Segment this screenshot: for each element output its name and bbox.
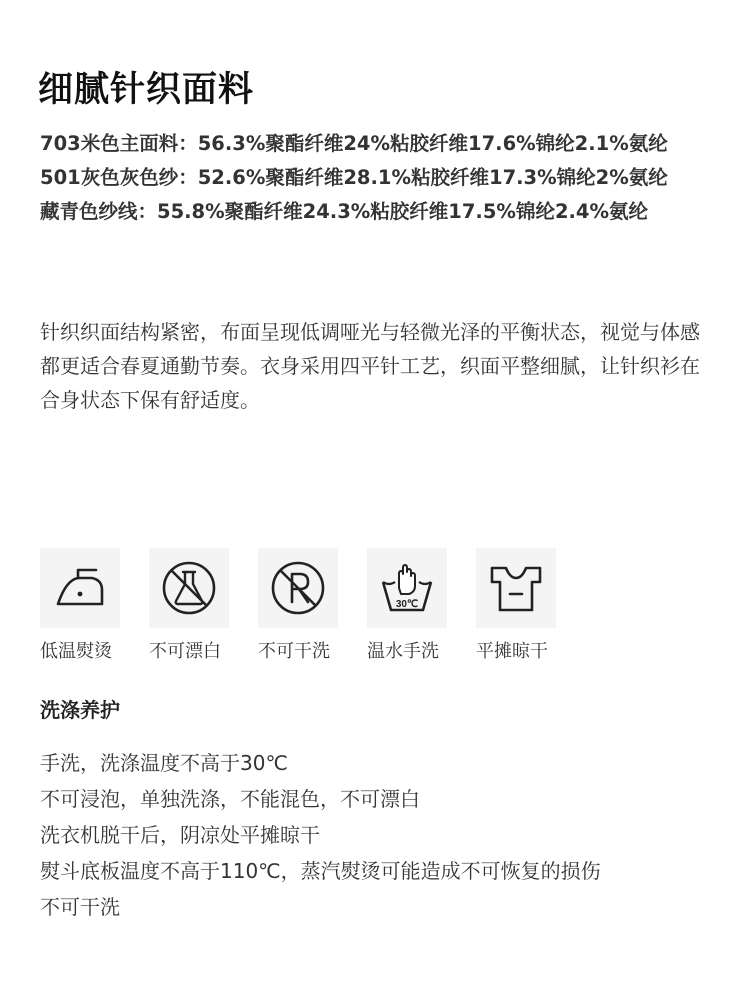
care-item-no-dry-clean [258,548,348,663]
care-item-hand-wash [367,548,457,663]
composition-line: 703米色主面料：56.3%聚酯纤维24%粘胶纤维17.6%锦纶2.1%氨纶 [40,132,668,155]
care-instructions [40,745,710,925]
composition-line: 501灰色灰色纱：52.6%聚酯纤维28.1%粘胶纤维17.3%锦纶2%氨纶 [40,166,668,189]
care-label: 不可漂白 [149,641,221,662]
care-label: 低温熨烫 [40,641,112,662]
care-label: 温水手洗 [367,641,439,662]
care-item-dry-flat [476,548,566,663]
instruction-line: 熨斗底板温度不高于110℃，蒸汽熨烫可能造成不可恢复的损伤 [40,859,601,883]
instruction-line: 不可浸泡，单独洗涤，不能混色，不可漂白 [40,787,420,811]
instruction-line: 手洗，洗涤温度不高于30℃ [40,751,288,775]
dry-flat-icon [476,548,556,628]
no-dry-clean-icon [258,548,338,628]
care-icon-row [40,548,600,662]
composition-line: 藏青色纱线：55.8%聚酯纤维24.3%粘胶纤维17.5%锦纶2.4%氨纶 [40,200,649,223]
page-title: 细腻针织面料 [38,70,255,110]
hand-wash-30-icon [367,548,447,628]
care-label: 不可干洗 [258,641,330,662]
care-section-heading: 洗涤养护 [40,698,120,722]
fabric-description: 针织织面结构紧密，布面呈现低调哑光与轻微光泽的平衡状态，视觉与体感都更适合春夏通勤节奏。衣身采用四平针工艺，织面平整细腻，让针织衫在合身状态下保有舒适度。 [40,320,700,412]
instruction-line: 不可干洗 [40,895,120,919]
care-label: 平摊晾干 [476,641,548,662]
fabric-composition [40,127,715,229]
no-bleach-icon [149,548,229,628]
care-item-iron [40,548,130,663]
instruction-line: 洗衣机脱干后，阴凉处平摊晾干 [40,823,320,847]
wash-temperature-text: 30℃ [395,599,419,610]
care-item-no-bleach [149,548,239,663]
iron-low-temperature-icon [40,548,120,628]
